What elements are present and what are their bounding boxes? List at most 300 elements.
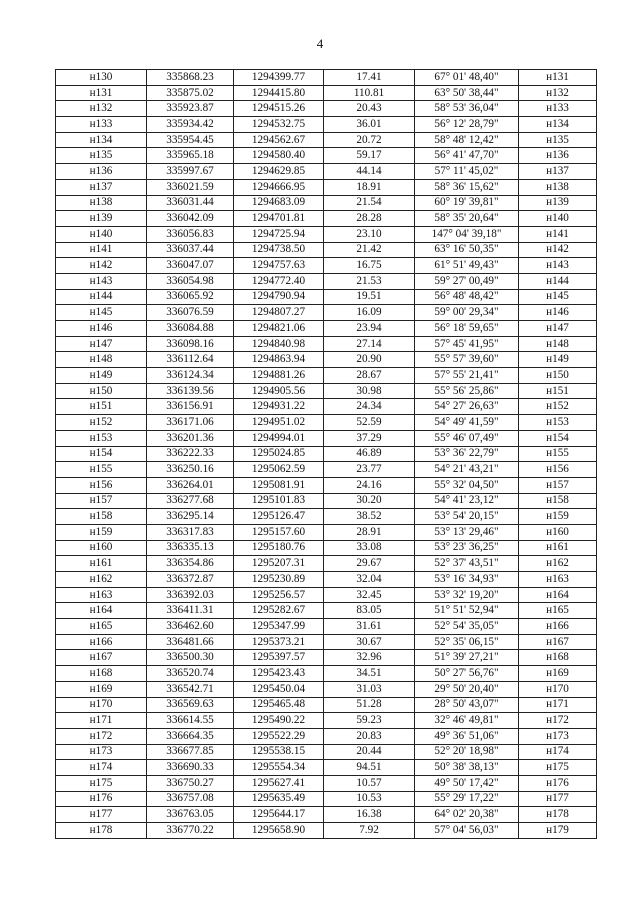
point-to-cell: н155 (519, 446, 597, 462)
distance-cell: 20.90 (324, 352, 415, 368)
point-to-cell: н167 (519, 634, 597, 650)
point-from-cell: н178 (56, 823, 147, 839)
table-row (56, 179, 597, 195)
y-coordinate-cell: 1294738.50 (234, 242, 324, 258)
x-coordinate-cell: 336042.09 (147, 211, 234, 227)
direction-angle-cell: 56° 12' 28,79" (415, 117, 519, 133)
point-to-cell: н159 (519, 509, 597, 525)
y-coordinate-cell: 1295635.49 (234, 791, 324, 807)
direction-angle-cell: 50° 27' 56,76" (415, 666, 519, 682)
direction-angle-cell: 59° 27' 00,49" (415, 273, 519, 289)
x-coordinate-cell: 336500.30 (147, 650, 234, 666)
x-coordinate-cell: 336763.05 (147, 807, 234, 823)
point-to-cell: н174 (519, 744, 597, 760)
point-from-cell: н147 (56, 336, 147, 352)
distance-cell: 31.03 (324, 681, 415, 697)
table-row (56, 258, 597, 274)
distance-cell: 46.89 (324, 446, 415, 462)
point-from-cell: н140 (56, 226, 147, 242)
point-from-cell: н156 (56, 477, 147, 493)
point-to-cell: н150 (519, 368, 597, 384)
distance-cell: 20.72 (324, 132, 415, 148)
x-coordinate-cell: 336076.59 (147, 305, 234, 321)
x-coordinate-cell: 336201.36 (147, 430, 234, 446)
point-from-cell: н136 (56, 164, 147, 180)
point-to-cell: н160 (519, 524, 597, 540)
point-to-cell: н157 (519, 477, 597, 493)
direction-angle-cell: 53° 54' 20,15" (415, 509, 519, 525)
point-from-cell: н132 (56, 101, 147, 117)
distance-cell: 44.14 (324, 164, 415, 180)
table-row (56, 336, 597, 352)
y-coordinate-cell: 1294790.94 (234, 289, 324, 305)
point-to-cell: н153 (519, 415, 597, 431)
direction-angle-cell: 53° 23' 36,25" (415, 540, 519, 556)
direction-angle-cell: 51° 39' 27,21" (415, 650, 519, 666)
point-from-cell: н160 (56, 540, 147, 556)
table-row (56, 509, 597, 525)
point-to-cell: н142 (519, 242, 597, 258)
point-to-cell: н162 (519, 556, 597, 572)
y-coordinate-cell: 1295062.59 (234, 462, 324, 478)
y-coordinate-cell: 1295024.85 (234, 446, 324, 462)
point-from-cell: н174 (56, 760, 147, 776)
point-to-cell: н148 (519, 336, 597, 352)
point-from-cell: н158 (56, 509, 147, 525)
point-to-cell: н176 (519, 775, 597, 791)
point-to-cell: н179 (519, 823, 597, 839)
y-coordinate-cell: 1295207.31 (234, 556, 324, 572)
page-number: 4 (316, 36, 324, 51)
point-to-cell: н169 (519, 666, 597, 682)
y-coordinate-cell: 1294881.26 (234, 368, 324, 384)
direction-angle-cell: 32° 46' 49,81" (415, 713, 519, 729)
x-coordinate-cell: 336614.55 (147, 713, 234, 729)
direction-angle-cell: 55° 57' 39,60" (415, 352, 519, 368)
point-to-cell: н168 (519, 650, 597, 666)
point-from-cell: н138 (56, 195, 147, 211)
table-row (56, 226, 597, 242)
point-to-cell: н170 (519, 681, 597, 697)
x-coordinate-cell: 335997.67 (147, 164, 234, 180)
direction-angle-cell: 67° 01' 48,40" (415, 70, 519, 86)
point-to-cell: н132 (519, 85, 597, 101)
table-row (56, 352, 597, 368)
x-coordinate-cell: 336677.85 (147, 744, 234, 760)
x-coordinate-cell: 336037.44 (147, 242, 234, 258)
distance-cell: 16.38 (324, 807, 415, 823)
point-to-cell: н166 (519, 619, 597, 635)
distance-cell: 30.67 (324, 634, 415, 650)
distance-cell: 28.67 (324, 368, 415, 384)
point-from-cell: н150 (56, 383, 147, 399)
distance-cell: 29.67 (324, 556, 415, 572)
point-from-cell: н153 (56, 430, 147, 446)
point-from-cell: н133 (56, 117, 147, 133)
point-from-cell: н166 (56, 634, 147, 650)
point-to-cell: н163 (519, 572, 597, 588)
direction-angle-cell: 56° 18' 59,65" (415, 321, 519, 337)
table-row (56, 807, 597, 823)
y-coordinate-cell: 1294532.75 (234, 117, 324, 133)
direction-angle-cell: 53° 13' 29,46" (415, 524, 519, 540)
y-coordinate-cell: 1294821.06 (234, 321, 324, 337)
table-row (56, 634, 597, 650)
point-from-cell: н167 (56, 650, 147, 666)
point-from-cell: н151 (56, 399, 147, 415)
point-to-cell: н177 (519, 791, 597, 807)
direction-angle-cell: 49° 50' 17,42" (415, 775, 519, 791)
table-row (56, 775, 597, 791)
point-to-cell: н165 (519, 603, 597, 619)
x-coordinate-cell: 336372.87 (147, 572, 234, 588)
distance-cell: 24.34 (324, 399, 415, 415)
point-to-cell: н173 (519, 728, 597, 744)
direction-angle-cell: 57° 55' 21,41" (415, 368, 519, 384)
direction-angle-cell: 63° 50' 38,44" (415, 85, 519, 101)
distance-cell: 20.83 (324, 728, 415, 744)
table-row (56, 117, 597, 133)
point-to-cell: н133 (519, 101, 597, 117)
direction-angle-cell: 28° 50' 43,07" (415, 697, 519, 713)
direction-angle-cell: 53° 16' 34,93" (415, 572, 519, 588)
point-to-cell: н139 (519, 195, 597, 211)
coordinates-table-body (56, 70, 597, 839)
direction-angle-cell: 54° 27' 26,63" (415, 399, 519, 415)
point-from-cell: н139 (56, 211, 147, 227)
table-row (56, 321, 597, 337)
x-coordinate-cell: 335965.18 (147, 148, 234, 164)
point-from-cell: н155 (56, 462, 147, 478)
point-from-cell: н149 (56, 368, 147, 384)
table-row (56, 289, 597, 305)
distance-cell: 37.29 (324, 430, 415, 446)
table-row (56, 70, 597, 86)
point-from-cell: н172 (56, 728, 147, 744)
x-coordinate-cell: 336411.31 (147, 603, 234, 619)
y-coordinate-cell: 1294951.02 (234, 415, 324, 431)
distance-cell: 10.57 (324, 775, 415, 791)
direction-angle-cell: 63° 16' 50,35" (415, 242, 519, 258)
distance-cell: 28.91 (324, 524, 415, 540)
table-row (56, 101, 597, 117)
distance-cell: 20.44 (324, 744, 415, 760)
direction-angle-cell: 55° 32' 04,50" (415, 477, 519, 493)
x-coordinate-cell: 335923.87 (147, 101, 234, 117)
distance-cell: 32.04 (324, 572, 415, 588)
distance-cell: 33.08 (324, 540, 415, 556)
y-coordinate-cell: 1295180.76 (234, 540, 324, 556)
distance-cell: 59.23 (324, 713, 415, 729)
direction-angle-cell: 52° 35' 06,15" (415, 634, 519, 650)
y-coordinate-cell: 1295230.89 (234, 572, 324, 588)
distance-cell: 16.09 (324, 305, 415, 321)
distance-cell: 51.28 (324, 697, 415, 713)
x-coordinate-cell: 335934.42 (147, 117, 234, 133)
y-coordinate-cell: 1294580.40 (234, 148, 324, 164)
point-to-cell: н140 (519, 211, 597, 227)
point-from-cell: н177 (56, 807, 147, 823)
x-coordinate-cell: 336317.83 (147, 524, 234, 540)
point-from-cell: н169 (56, 681, 147, 697)
point-from-cell: н161 (56, 556, 147, 572)
x-coordinate-cell: 336542.71 (147, 681, 234, 697)
table-row (56, 477, 597, 493)
point-to-cell: н149 (519, 352, 597, 368)
x-coordinate-cell: 336770.22 (147, 823, 234, 839)
direction-angle-cell: 64° 02' 20,38" (415, 807, 519, 823)
direction-angle-cell: 58° 36' 15,62" (415, 179, 519, 195)
distance-cell: 32.96 (324, 650, 415, 666)
x-coordinate-cell: 336664.35 (147, 728, 234, 744)
table-row (56, 211, 597, 227)
table-row (56, 619, 597, 635)
x-coordinate-cell: 336295.14 (147, 509, 234, 525)
distance-cell: 24.16 (324, 477, 415, 493)
distance-cell: 36.01 (324, 117, 415, 133)
table-row (56, 164, 597, 180)
direction-angle-cell: 53° 36' 22,79" (415, 446, 519, 462)
y-coordinate-cell: 1295522.29 (234, 728, 324, 744)
table-row (56, 713, 597, 729)
x-coordinate-cell: 336031.44 (147, 195, 234, 211)
x-coordinate-cell: 336481.66 (147, 634, 234, 650)
point-from-cell: н135 (56, 148, 147, 164)
y-coordinate-cell: 1295627.41 (234, 775, 324, 791)
distance-cell: 21.42 (324, 242, 415, 258)
y-coordinate-cell: 1294701.81 (234, 211, 324, 227)
point-from-cell: н134 (56, 132, 147, 148)
table-row (56, 728, 597, 744)
distance-cell: 28.28 (324, 211, 415, 227)
x-coordinate-cell: 336757.08 (147, 791, 234, 807)
table-row (56, 650, 597, 666)
y-coordinate-cell: 1295658.90 (234, 823, 324, 839)
point-from-cell: н175 (56, 775, 147, 791)
distance-cell: 110.81 (324, 85, 415, 101)
point-to-cell: н175 (519, 760, 597, 776)
direction-angle-cell: 57° 04' 56,03" (415, 823, 519, 839)
point-to-cell: н146 (519, 305, 597, 321)
x-coordinate-cell: 336354.86 (147, 556, 234, 572)
point-to-cell: н152 (519, 399, 597, 415)
point-to-cell: н136 (519, 148, 597, 164)
point-from-cell: н152 (56, 415, 147, 431)
distance-cell: 23.94 (324, 321, 415, 337)
x-coordinate-cell: 336222.33 (147, 446, 234, 462)
point-from-cell: н142 (56, 258, 147, 274)
table-row (56, 666, 597, 682)
distance-cell: 27.14 (324, 336, 415, 352)
distance-cell: 7.92 (324, 823, 415, 839)
y-coordinate-cell: 1295081.91 (234, 477, 324, 493)
point-from-cell: н145 (56, 305, 147, 321)
point-from-cell: н159 (56, 524, 147, 540)
y-coordinate-cell: 1295554.34 (234, 760, 324, 776)
point-to-cell: н147 (519, 321, 597, 337)
point-from-cell: н176 (56, 791, 147, 807)
point-to-cell: н151 (519, 383, 597, 399)
point-to-cell: н141 (519, 226, 597, 242)
y-coordinate-cell: 1295465.48 (234, 697, 324, 713)
table-row (56, 415, 597, 431)
x-coordinate-cell: 336171.06 (147, 415, 234, 431)
distance-cell: 21.53 (324, 273, 415, 289)
y-coordinate-cell: 1295644.17 (234, 807, 324, 823)
direction-angle-cell: 59° 00' 29,34" (415, 305, 519, 321)
y-coordinate-cell: 1295157.60 (234, 524, 324, 540)
distance-cell: 31.61 (324, 619, 415, 635)
y-coordinate-cell: 1294515.26 (234, 101, 324, 117)
distance-cell: 59.17 (324, 148, 415, 164)
point-from-cell: н141 (56, 242, 147, 258)
table-row (56, 556, 597, 572)
coordinates-table (55, 69, 597, 839)
direction-angle-cell: 50° 38' 38,13" (415, 760, 519, 776)
y-coordinate-cell: 1294772.40 (234, 273, 324, 289)
y-coordinate-cell: 1294994.01 (234, 430, 324, 446)
point-to-cell: н138 (519, 179, 597, 195)
y-coordinate-cell: 1295423.43 (234, 666, 324, 682)
x-coordinate-cell: 336264.01 (147, 477, 234, 493)
point-from-cell: н137 (56, 179, 147, 195)
y-coordinate-cell: 1295450.04 (234, 681, 324, 697)
distance-cell: 23.10 (324, 226, 415, 242)
x-coordinate-cell: 335868.23 (147, 70, 234, 86)
point-from-cell: н168 (56, 666, 147, 682)
y-coordinate-cell: 1294863.94 (234, 352, 324, 368)
table-row (56, 430, 597, 446)
y-coordinate-cell: 1295126.47 (234, 509, 324, 525)
table-row (56, 681, 597, 697)
direction-angle-cell: 54° 21' 43,21" (415, 462, 519, 478)
distance-cell: 16.75 (324, 258, 415, 274)
x-coordinate-cell: 336047.07 (147, 258, 234, 274)
point-to-cell: н171 (519, 697, 597, 713)
table-row (56, 697, 597, 713)
distance-cell: 17.41 (324, 70, 415, 86)
y-coordinate-cell: 1295373.21 (234, 634, 324, 650)
x-coordinate-cell: 336056.83 (147, 226, 234, 242)
x-coordinate-cell: 336690.33 (147, 760, 234, 776)
distance-cell: 34.51 (324, 666, 415, 682)
y-coordinate-cell: 1295347.99 (234, 619, 324, 635)
direction-angle-cell: 53° 32' 19,20" (415, 587, 519, 603)
y-coordinate-cell: 1294905.56 (234, 383, 324, 399)
table-row (56, 273, 597, 289)
x-coordinate-cell: 336124.34 (147, 368, 234, 384)
y-coordinate-cell: 1295101.83 (234, 493, 324, 509)
point-from-cell: н143 (56, 273, 147, 289)
distance-cell: 30.20 (324, 493, 415, 509)
distance-cell: 23.77 (324, 462, 415, 478)
table-row (56, 446, 597, 462)
point-to-cell: н178 (519, 807, 597, 823)
table-row (56, 195, 597, 211)
distance-cell: 38.52 (324, 509, 415, 525)
table-row (56, 603, 597, 619)
point-to-cell: н131 (519, 70, 597, 86)
y-coordinate-cell: 1294562.67 (234, 132, 324, 148)
x-coordinate-cell: 336139.56 (147, 383, 234, 399)
point-to-cell: н145 (519, 289, 597, 305)
point-to-cell: н143 (519, 258, 597, 274)
point-to-cell: н134 (519, 117, 597, 133)
direction-angle-cell: 54° 41' 23,12" (415, 493, 519, 509)
direction-angle-cell: 29° 50' 20,40" (415, 681, 519, 697)
y-coordinate-cell: 1294757.63 (234, 258, 324, 274)
point-to-cell: н161 (519, 540, 597, 556)
point-from-cell: н162 (56, 572, 147, 588)
point-from-cell: н131 (56, 85, 147, 101)
distance-cell: 10.53 (324, 791, 415, 807)
y-coordinate-cell: 1294725.94 (234, 226, 324, 242)
direction-angle-cell: 147° 04' 39,18" (415, 226, 519, 242)
distance-cell: 21.54 (324, 195, 415, 211)
table-row (56, 823, 597, 839)
x-coordinate-cell: 336021.59 (147, 179, 234, 195)
direction-angle-cell: 56° 41' 47,70" (415, 148, 519, 164)
distance-cell: 32.45 (324, 587, 415, 603)
table-row (56, 462, 597, 478)
distance-cell: 94.51 (324, 760, 415, 776)
point-from-cell: н163 (56, 587, 147, 603)
x-coordinate-cell: 336750.27 (147, 775, 234, 791)
point-from-cell: н146 (56, 321, 147, 337)
table-row (56, 493, 597, 509)
x-coordinate-cell: 336098.16 (147, 336, 234, 352)
point-from-cell: н148 (56, 352, 147, 368)
direction-angle-cell: 57° 45' 41,95" (415, 336, 519, 352)
table-row (56, 242, 597, 258)
x-coordinate-cell: 336569.63 (147, 697, 234, 713)
x-coordinate-cell: 336277.68 (147, 493, 234, 509)
x-coordinate-cell: 336156.91 (147, 399, 234, 415)
point-to-cell: н158 (519, 493, 597, 509)
direction-angle-cell: 51° 51' 52,94" (415, 603, 519, 619)
direction-angle-cell: 55° 56' 25,86" (415, 383, 519, 399)
direction-angle-cell: 52° 20' 18,98" (415, 744, 519, 760)
y-coordinate-cell: 1295490.22 (234, 713, 324, 729)
y-coordinate-cell: 1294807.27 (234, 305, 324, 321)
direction-angle-cell: 54° 49' 41,59" (415, 415, 519, 431)
point-from-cell: н170 (56, 697, 147, 713)
point-to-cell: н164 (519, 587, 597, 603)
x-coordinate-cell: 336112.64 (147, 352, 234, 368)
point-from-cell: н130 (56, 70, 147, 86)
y-coordinate-cell: 1295282.67 (234, 603, 324, 619)
table-row (56, 305, 597, 321)
y-coordinate-cell: 1294931.22 (234, 399, 324, 415)
point-to-cell: н172 (519, 713, 597, 729)
distance-cell: 83.05 (324, 603, 415, 619)
direction-angle-cell: 58° 48' 12,42" (415, 132, 519, 148)
direction-angle-cell: 60° 19' 39,81" (415, 195, 519, 211)
point-to-cell: н156 (519, 462, 597, 478)
x-coordinate-cell: 335954.45 (147, 132, 234, 148)
y-coordinate-cell: 1294840.98 (234, 336, 324, 352)
y-coordinate-cell: 1295256.57 (234, 587, 324, 603)
direction-angle-cell: 55° 46' 07,49" (415, 430, 519, 446)
y-coordinate-cell: 1294666.95 (234, 179, 324, 195)
point-from-cell: н164 (56, 603, 147, 619)
table-row (56, 524, 597, 540)
point-to-cell: н144 (519, 273, 597, 289)
direction-angle-cell: 49° 36' 51,06" (415, 728, 519, 744)
direction-angle-cell: 52° 37' 43,51" (415, 556, 519, 572)
x-coordinate-cell: 336084.88 (147, 321, 234, 337)
direction-angle-cell: 58° 35' 20,64" (415, 211, 519, 227)
